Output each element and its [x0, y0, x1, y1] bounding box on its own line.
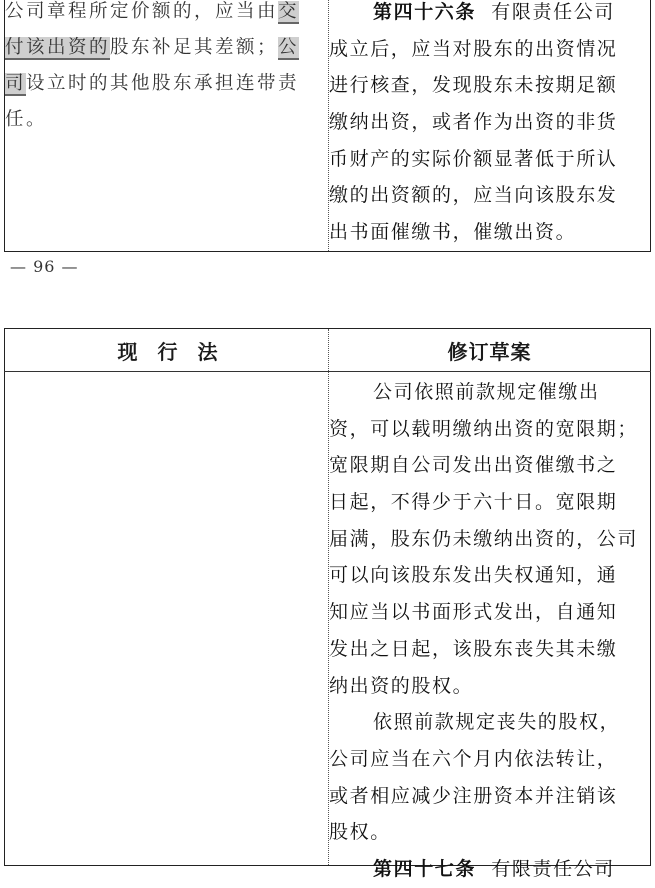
- text-line: 依照前款规定丧失的股权，: [373, 711, 621, 734]
- text-line: 出书面催缴书，催缴出资。: [329, 221, 577, 244]
- column-header-draft: 修订草案: [329, 329, 651, 372]
- current-law-cell: [5, 0, 329, 251]
- text-line: 任。: [5, 109, 48, 130]
- text-line: 司设立时的其他股东承担连带责: [5, 73, 300, 94]
- text-line: 知应当以书面形式发出，自通知: [329, 601, 618, 624]
- draft-cell: [329, 0, 651, 251]
- text-line: 宽限期自公司发出出资催缴书之: [329, 454, 618, 477]
- text-line: 缴纳出资，或者作为出资的非货: [329, 111, 618, 134]
- text-line: 或者相应减少注册资本并注销该: [329, 784, 618, 807]
- article-number: 第四十六条: [373, 1, 477, 23]
- text-line: 届满，股东仍未缴纳出资的，公司: [329, 527, 639, 550]
- highlighted-text: 付该出资的: [5, 37, 111, 58]
- highlighted-text: 公: [278, 37, 300, 58]
- draft-cell: [329, 372, 651, 880]
- article-number: 第四十七条: [373, 857, 477, 880]
- text-line: 发出之日起，该股东丧失其未缴: [329, 637, 618, 660]
- table-header-row: [5, 329, 651, 372]
- text-line: 币财产的实际价额显著低于所认: [329, 147, 618, 170]
- text-line: 第四十六条 有限责任公司: [373, 1, 615, 23]
- top-comparison-table: [4, 0, 651, 252]
- text-line: 公司依照前款规定催缴出: [373, 381, 600, 403]
- text-line: 付该出资的股东补足其差额；公: [5, 37, 300, 58]
- highlighted-text: 司: [5, 73, 27, 94]
- table-row: [5, 0, 651, 251]
- text-line: 进行核查，发现股东未按期足额: [329, 74, 618, 97]
- current-law-cell-empty: [5, 372, 329, 866]
- text-line: 公司章程所定价额的，应当由交: [5, 1, 300, 22]
- text-line: 股权。: [329, 821, 391, 844]
- page-number: — 96 —: [10, 257, 79, 276]
- text-line: 成立后，应当对股东的出资情况: [329, 37, 618, 60]
- highlighted-text: 交: [278, 1, 300, 22]
- text-line: 缴的出资额的，应当向该股东发: [329, 184, 618, 207]
- text-line: 公司应当在六个月内依法转让，: [329, 747, 618, 770]
- text-line: 日起，不得少于六十日。宽限期: [329, 491, 618, 514]
- bottom-comparison-table: [4, 328, 651, 880]
- text-line: 纳出资的股权。: [329, 674, 474, 697]
- table-row: [5, 372, 651, 866]
- text-line: 可以向该股东发出失权通知，通: [329, 564, 618, 587]
- text-line-cutoff: 第四十七条 有限责任公司: [373, 857, 615, 880]
- text-line: 资，可以载明缴纳出资的宽限期；: [329, 417, 639, 440]
- column-header-current-law: 现行法: [5, 329, 329, 372]
